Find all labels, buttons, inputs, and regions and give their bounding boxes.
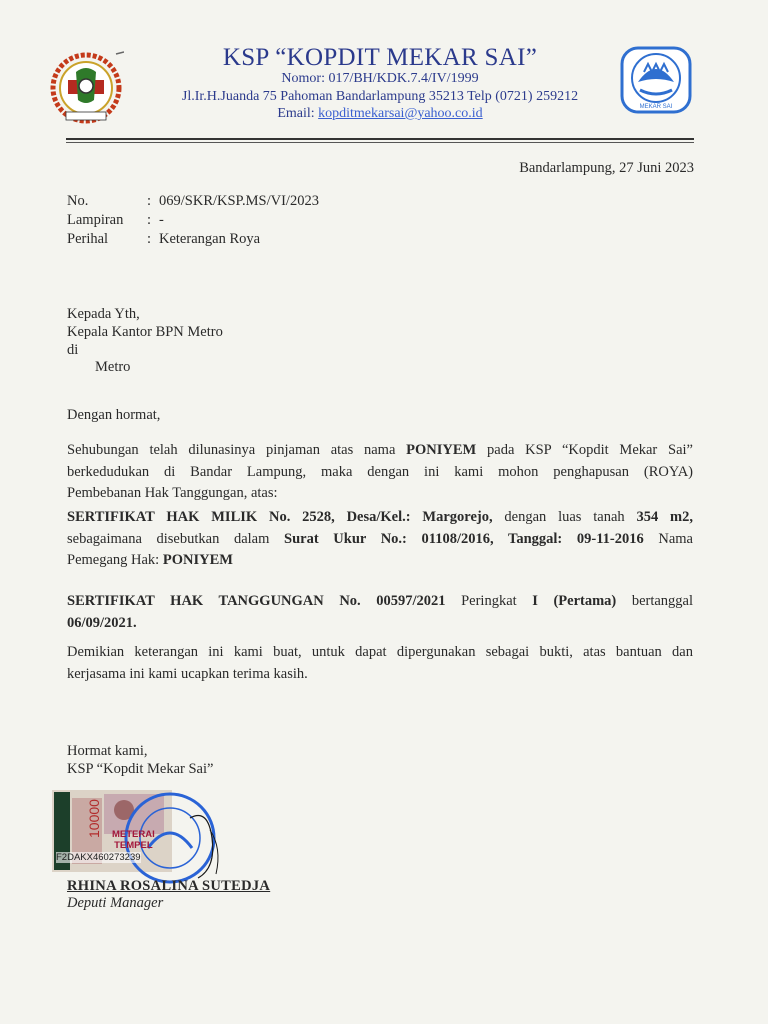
recipient-line: Kepala Kantor BPN Metro	[67, 324, 223, 340]
signer-name: RHINA ROSALINA SUTEDJA	[67, 878, 271, 894]
closing-organization: KSP “Kopdit Mekar Sai”	[67, 761, 214, 777]
recipient-line: di	[67, 342, 79, 358]
letter-page: KSP “KOPDIT MEKAR SAI” Nomor: 017/BH/KDK.7.4/IV/1999 Jl.Ir.H.Juanda 75 Pahoman Bandarlampung 35213 Telp (0721) 259212 Email: kopditmekarsai@yahoo.co.id MEKAR SAI Bandarlampung, 27 Juni 2023 No. : 069/SKR/KSP.MS/VI/2023 Lampiran : - Perihal : Keterangan Roya Kepada Yth, Kepala Kantor BPN Metro di Metro Dengan hormat, Sehubungan telah dilunasinya pinjaman atas nama PONIYEM pada KSP “Kopdit Mekar Sai” berkedudukan di Bandar Lampung, maka dengan ini kami mohon penghapusan (ROYA) Pembebanan Hak Tanggungan, atas: SERTIFIKAT HAK MILIK No. 2528, Desa/Kel.: Margorejo, dengan luas tanah 354 m2, sebagaimana disebutkan dalam Surat Ukur No.: 01108/2016, Tanggal: 09-11-2016 Nama Pemegang Hak: PONIYEM SERTIFIKAT HAK TANGGUNGAN No. 00597/2021 Peringkat I (Pertama) bertanggal 06/09/2021. Demikian keterangan ini kami buat, untuk dapat dipergunakan sebagai bukti, atas bantuan dan kerjasama ini kami ucapkan terima kasih. Hormat kami, KSP “Kopdit Mekar Sai” 10000 METERAI TEMPEL F2DAKX460273239 RHINA ROSALINA SUTEDJA Deputi Manager	[0, 0, 768, 1024]
meta-value: 069/SKR/KSP.MS/VI/2023	[159, 193, 319, 209]
paragraph-closing	[67, 642, 693, 685]
koperasi-logo-icon	[48, 50, 124, 126]
paragraph-line: SERTIFIKAT HAK TANGGUNGAN No. 00597/2021 Peringkat I (Pertama) bertanggal	[67, 593, 694, 609]
holder-name: PONIYEM	[162, 552, 233, 568]
paragraph-line: Pembebanan Hak Tanggungan, atas:	[67, 485, 278, 501]
greeting: Dengan hormat,	[67, 407, 161, 423]
paragraph-line: 06/09/2021.	[67, 614, 137, 631]
closing-salutation: Hormat kami,	[67, 743, 148, 759]
paragraph-line: SERTIFIKAT HAK MILIK No. 2528, Desa/Kel.: Margorejo, dengan luas tanah 354 m2,	[67, 509, 693, 525]
paragraph-mortgage-certificate	[67, 591, 693, 634]
paragraph-line: sebagaimana disebutkan dalam Surat Ukur No.: 01108/2016, Tanggal: 09-11-2016 Nama	[67, 530, 693, 547]
paragraph-line: berkedudukan di Bandar Lampung, maka dengan ini kami mohon penghapusan (ROYA)	[67, 463, 693, 480]
meta-value: Keterangan Roya	[159, 231, 261, 247]
organization-address: Jl.Ir.H.Juanda 75 Pahoman Bandarlampung 35213 Telp (0721) 259212	[181, 89, 579, 104]
email-label: Email:	[277, 106, 319, 121]
borrower-name: PONIYEM	[406, 442, 477, 458]
meta-label: Lampiran	[67, 212, 124, 228]
meta-label: Perihal	[67, 231, 109, 247]
organization-email-line	[140, 106, 620, 122]
paragraph-request	[67, 440, 693, 505]
email-link[interactable]: kopditmekarsai@yahoo.co.id	[318, 106, 483, 121]
meterai-label: METERAI TEMPEL	[112, 829, 155, 851]
header-divider	[66, 138, 694, 143]
paragraph-line: kerjasama ini kami ucapkan terima kasih.	[67, 665, 308, 682]
recipient-city: Metro	[95, 359, 131, 375]
registration-number: Nomor: 017/BH/KDK.7.4/IV/1999	[281, 71, 479, 86]
logo-caption: MEKAR SAI	[639, 104, 673, 110]
meta-value: -	[159, 212, 164, 228]
organization-title: KSP “KOPDIT MEKAR SAI”	[222, 44, 538, 71]
recipient-line: Kepada Yth,	[67, 306, 140, 322]
paragraph-line: Demikian keterangan ini kami buat, untuk dapat dipergunakan sebagai bukti, atas bantuan dan	[67, 644, 693, 660]
mekar-sai-logo-icon	[620, 46, 692, 114]
signer-role: Deputi Manager	[67, 895, 164, 911]
paragraph-line: Pemegang Hak: PONIYEM	[67, 552, 233, 568]
paragraph-certificate	[67, 507, 693, 572]
meterai-serial: F2DAKX460273239	[56, 852, 141, 863]
letter-date: Bandarlampung, 27 Juni 2023	[519, 160, 694, 176]
meta-label: No.	[67, 193, 89, 209]
paragraph-line: Sehubungan telah dilunasinya pinjaman atas nama PONIYEM pada KSP “Kopdit Mekar Sai”	[67, 442, 693, 458]
svg-text:10000: 10000	[86, 799, 102, 838]
